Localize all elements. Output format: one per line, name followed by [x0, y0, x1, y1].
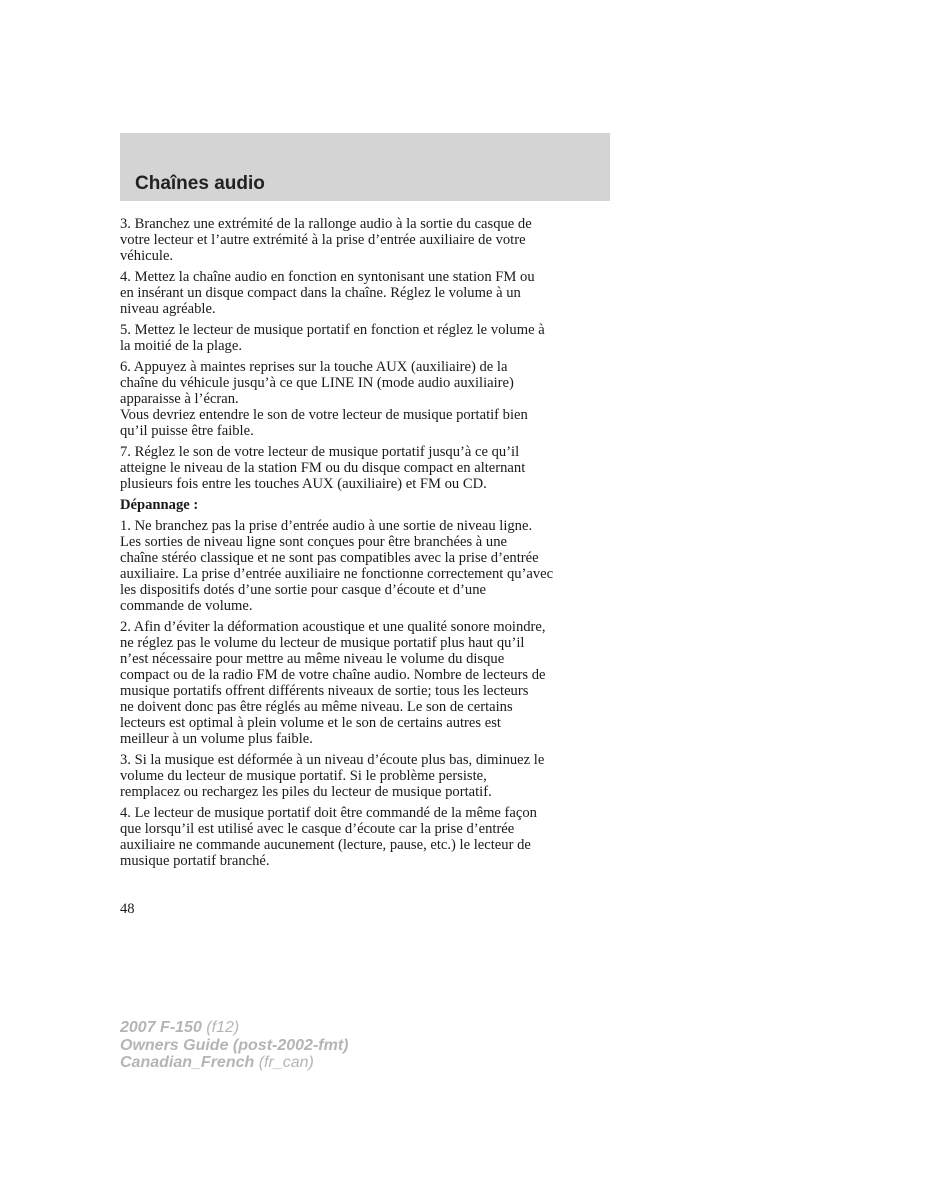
- text-line: commande de volume.: [120, 598, 253, 614]
- text-line: 2. Afin d’éviter la déformation acoustique et une qualité sonore moindre,: [120, 619, 546, 635]
- troubleshooting-item-3: [120, 752, 612, 800]
- troubleshooting-item-1: [120, 518, 612, 614]
- text-line: lecteurs est optimal à plein volume et le son de certains autres est: [120, 715, 501, 731]
- text-line: auxiliaire ne commande aucunement (lecture, pause, etc.) le lecteur de: [120, 837, 531, 853]
- text-line: meilleur à un volume plus faible.: [120, 731, 313, 747]
- text-line: chaîne stéréo classique et ne sont pas compatibles avec la prise d’entrée: [120, 550, 539, 566]
- text-line: la moitié de la plage.: [120, 338, 242, 354]
- text-line: 3. Si la musique est déformée à un niveau d’écoute plus bas, diminuez le: [120, 752, 545, 768]
- step-4: [120, 269, 612, 317]
- text-line: 4. Mettez la chaîne audio en fonction en syntonisant une station FM ou: [120, 269, 535, 285]
- text-line: 7. Réglez le son de votre lecteur de musique portatif jusqu’à ce qu’il: [120, 444, 520, 460]
- text-line: plusieurs fois entre les touches AUX (auxiliaire) et FM ou CD.: [120, 476, 487, 492]
- troubleshooting-item-4: [120, 805, 612, 869]
- text-line: n’est nécessaire pour mettre au même niveau le volume du disque: [120, 651, 505, 667]
- text-line: musique portatifs offrent différents niveaux de sortie; tous les lecteurs: [120, 683, 529, 699]
- text-line: véhicule.: [120, 248, 174, 264]
- footer-guide: Owners Guide (post-2002-fmt): [120, 1036, 349, 1054]
- troubleshooting-heading: Dépannage :: [120, 497, 199, 513]
- text-line: compact ou de la radio FM de votre chaîne audio. Nombre de lecteurs de: [120, 667, 546, 683]
- footer-language: Canadian_French: [120, 1054, 255, 1071]
- text-line: 5. Mettez le lecteur de musique portatif en fonction et réglez le volume à: [120, 322, 545, 338]
- footer-model: 2007 F-150: [120, 1019, 202, 1036]
- text-line: niveau agréable.: [120, 301, 216, 317]
- section-title: Chaînes audio: [135, 173, 265, 194]
- text-line: en insérant un disque compact dans la chaîne. Réglez le volume à un: [120, 285, 521, 301]
- text-line: que lorsqu’il est utilisé avec le casque d’écoute car la prise d’entrée: [120, 821, 515, 837]
- text-line: qu’il puisse être faible.: [120, 423, 254, 439]
- text-line: Les sorties de niveau ligne sont conçues pour être branchées à une: [120, 534, 507, 550]
- text-line: auxiliaire. La prise d’entrée auxiliaire ne fonctionne correctement qu’avec: [120, 566, 554, 582]
- text-line: ne réglez pas le volume du lecteur de musique portatif plus haut qu’il: [120, 635, 525, 651]
- troubleshooting-item-2: [120, 619, 612, 747]
- step-5: [120, 322, 612, 354]
- text-line: 6. Appuyez à maintes reprises sur la touche AUX (auxiliaire) de la: [120, 359, 508, 375]
- text-line: 4. Le lecteur de musique portatif doit être commandé de la même façon: [120, 805, 537, 821]
- text-line: atteigne le niveau de la station FM ou du disque compact en alternant: [120, 460, 526, 476]
- text-line: votre lecteur et l’autre extrémité à la prise d’entrée auxiliaire de votre: [120, 232, 526, 248]
- text-line: remplacez ou rechargez les piles du lecteur de musique portatif.: [120, 784, 492, 800]
- text-line: 3. Branchez une extrémité de la rallonge audio à la sortie du casque de: [120, 216, 532, 232]
- step-6: [120, 359, 612, 407]
- text-line: les dispositifs dotés d’une sortie pour casque d’écoute et d’une: [120, 582, 486, 598]
- step-3: [120, 216, 612, 264]
- text-line: ne doivent donc pas être réglés au même niveau. Le son de certains: [120, 699, 513, 715]
- footer-line-guide: [120, 1037, 348, 1055]
- step-6-note: [120, 407, 612, 439]
- footer-model-code: (f12): [206, 1019, 240, 1036]
- footer-line-language: [120, 1054, 348, 1072]
- text-line: 1. Ne branchez pas la prise d’entrée audio à une sortie de niveau ligne.: [120, 518, 533, 534]
- text-line: apparaisse à l’écran.: [120, 391, 239, 407]
- text-line: chaîne du véhicule jusqu’à ce que LINE IN (mode audio auxiliaire): [120, 375, 514, 391]
- footer-language-code: (fr_can): [258, 1054, 314, 1071]
- text-line: volume du lecteur de musique portatif. Si le problème persiste,: [120, 768, 487, 784]
- text-line: musique portatif branché.: [120, 853, 270, 869]
- footer-line-model: [120, 1019, 348, 1037]
- document-footer: [120, 1019, 348, 1072]
- page-number: 48: [120, 901, 135, 917]
- page-content: [120, 216, 612, 874]
- text-line: Vous devriez entendre le son de votre lecteur de musique portatif bien: [120, 407, 528, 423]
- section-header-band: [120, 133, 610, 201]
- step-7: [120, 444, 612, 492]
